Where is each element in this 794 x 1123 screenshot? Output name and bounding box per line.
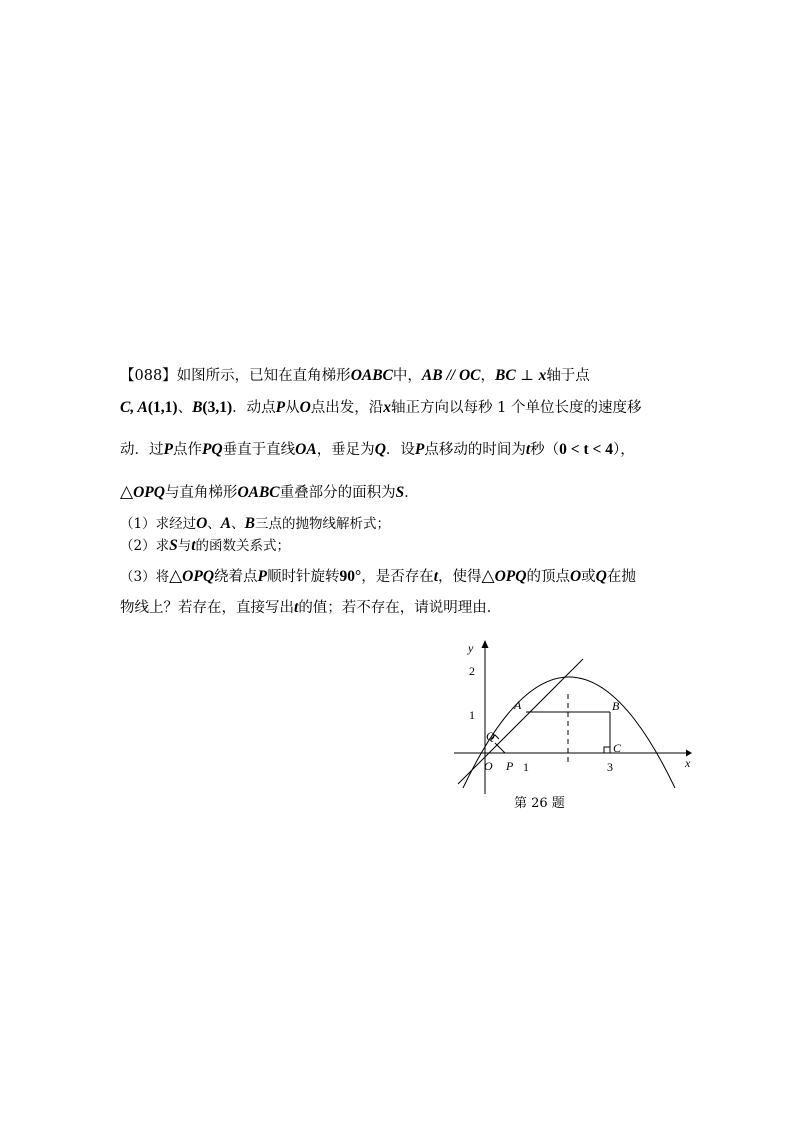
label-b: B xyxy=(612,699,620,713)
label-c: C xyxy=(613,741,622,755)
right-angle-c xyxy=(604,747,610,753)
time-range: 0 < t < 4 xyxy=(559,441,613,458)
question-2: （2）求S与t的函数关系式； xyxy=(120,537,291,554)
problem-line-2: C, A(1,1)、B(3,1)．动点P从O点出发，沿x轴正方向以每秒 1 个单位长度的速度移 xyxy=(120,399,642,416)
figure-caption: 第 26 题 xyxy=(514,796,565,811)
problem-line-4: △OPQ与直角梯形OABC重叠部分的面积为S． xyxy=(120,482,419,502)
question-1: （1）求经过O、A、B三点的抛物线解析式； xyxy=(120,515,390,532)
y-axis-label: y xyxy=(468,641,474,655)
parabola xyxy=(463,677,675,788)
label-origin: O xyxy=(484,759,493,773)
label-p: P xyxy=(506,759,514,773)
question-3-cont: 物线上？若存在，直接写出t的值；若不存在，请说明理由． xyxy=(120,599,502,616)
tick-y-2: 2 xyxy=(469,664,475,678)
x-axis-label: x xyxy=(685,756,691,770)
segment-pq xyxy=(495,743,505,753)
line-oa xyxy=(458,659,583,784)
question-3: （3）将△OPQ绕着点P顺时针旋转90°，是否存在t，使得△OPQ的顶点O或Q在抛 xyxy=(120,566,636,586)
tick-x-1: 1 xyxy=(523,760,529,774)
geometry-figure xyxy=(448,636,698,796)
y-axis-arrow xyxy=(482,640,489,648)
tick-y-1: 1 xyxy=(469,708,475,722)
tick-x-3: 3 xyxy=(607,760,613,774)
label-q: Q xyxy=(486,729,495,743)
label-a: A xyxy=(514,698,522,712)
problem-number: 【088】 xyxy=(120,368,177,384)
problem-line-1: 【088】如图所示，已知在直角梯形OABC中，AB // OC，BC ⊥ x轴于点 xyxy=(120,367,590,384)
problem-line-3: 动．过P点作PQ垂直于直线OA，垂足为Q．设P点移动的时间为t秒（0 < t < 4）， xyxy=(120,441,635,458)
